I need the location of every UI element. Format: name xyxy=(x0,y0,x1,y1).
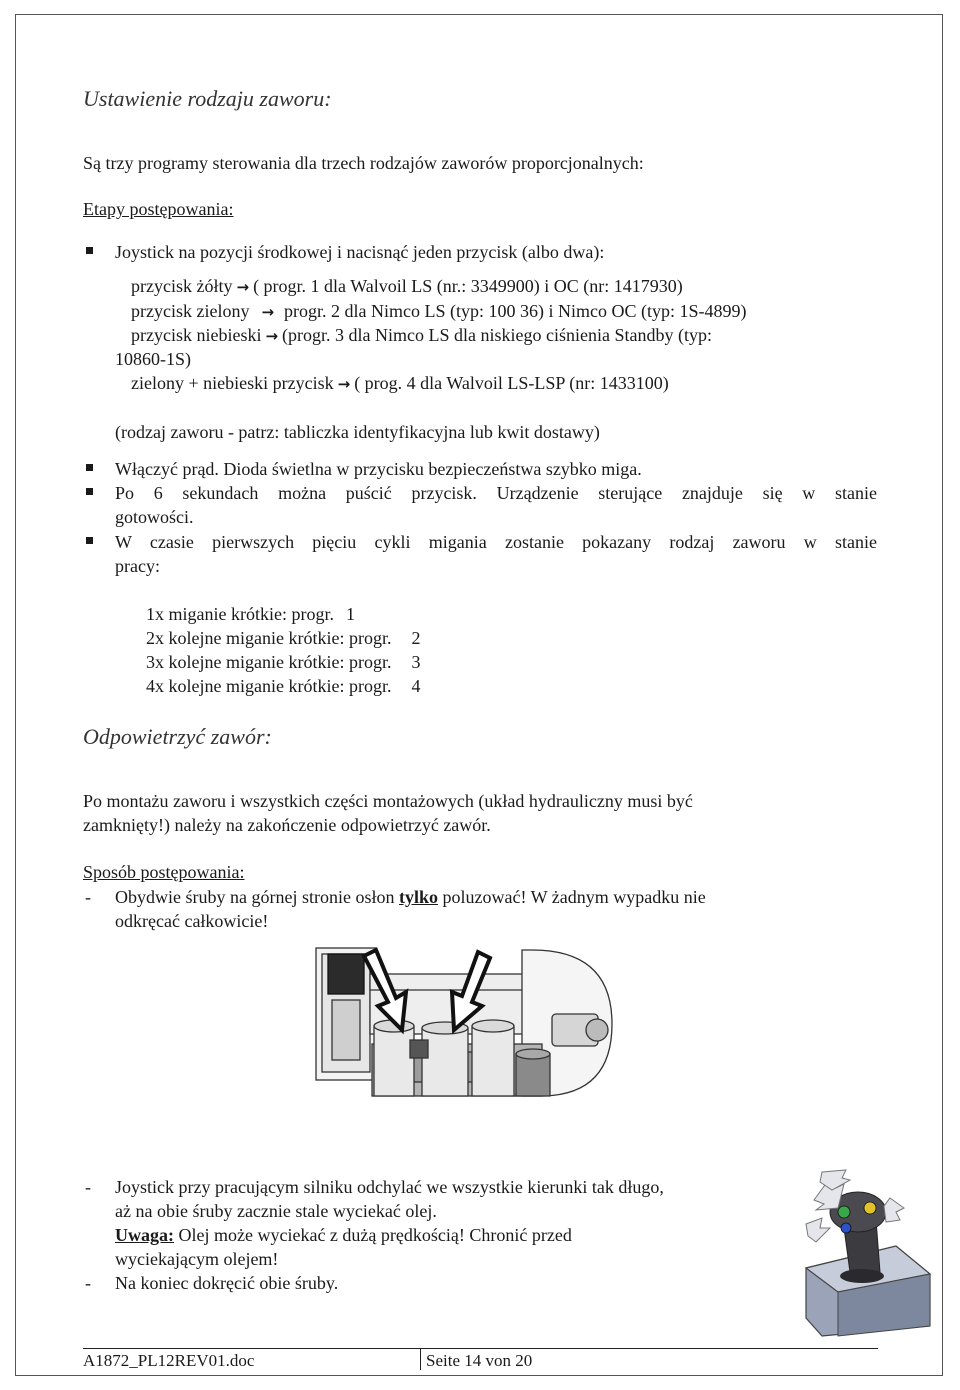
blink-num: 1 xyxy=(345,604,355,624)
steps-title: Etapy postępowania: xyxy=(83,199,234,219)
bullet-text-4-cont: pracy: xyxy=(115,556,160,576)
button-line-blue-cont: 10860-1S) xyxy=(115,349,191,369)
footer-divider xyxy=(420,1348,421,1370)
arrow-right-icon: → xyxy=(261,303,275,321)
program-desc: (progr. 3 dla Nimco LS dla niskiego ciśnienia Standby (typ: xyxy=(282,325,712,345)
bullet-square xyxy=(86,464,93,471)
valve-illustration xyxy=(312,944,628,1102)
joystick-illustration xyxy=(786,1168,936,1338)
bullet-square xyxy=(86,247,93,254)
button-line-yellow xyxy=(131,275,683,298)
section-heading-bleed-valve: Odpowietrzyć zawór: xyxy=(83,724,272,749)
footer-rule xyxy=(83,1348,878,1349)
button-line-green xyxy=(131,300,747,323)
emphasis-only: tylko xyxy=(398,887,438,907)
blink-label: 1x miganie krótkie: progr. xyxy=(146,604,334,624)
bullet-text-4: W czasie pierwszych pięciu cykli migania zostanie pokazany rodzaj zaworu w stanie xyxy=(115,532,877,552)
bullet-text-2: Włączyć prąd. Dioda świetlna w przycisku bezpieczeństwa szybko miga. xyxy=(115,459,642,479)
dash-marker: - xyxy=(85,1273,91,1293)
program-desc: ( prog. 4 dla Walvoil LS-LSP (nr: 1433100) xyxy=(354,373,669,393)
bullet-square xyxy=(86,488,93,495)
para2-line1: Po montażu zaworu i wszystkich części montażowych (układ hydrauliczny musi być xyxy=(83,791,693,811)
warning-line xyxy=(115,1224,572,1246)
blink-label: 4x kolejne miganie krótkie: progr. xyxy=(146,676,392,696)
arrow-right-icon: → xyxy=(265,327,279,345)
blink-line-4 xyxy=(146,675,420,697)
dash-text-3: Na koniec dokręcić obie śruby. xyxy=(115,1273,339,1293)
dash-marker: - xyxy=(85,1177,91,1197)
dash-text-1-cont: odkręcać całkowicie! xyxy=(115,911,269,931)
dash-text-2: Joystick przy pracującym silniku odchylać we wszystkie kierunki tak długo, xyxy=(115,1177,664,1197)
para2-line2: zamknięty!) należy na zakończenie odpowietrzyć zawór. xyxy=(83,815,491,835)
button-line-green-blue xyxy=(131,372,669,395)
dash-marker: - xyxy=(85,887,91,907)
dash-text-1 xyxy=(115,886,706,908)
program-desc: ( progr. 1 dla Walvoil LS (nr.: 3349900) i OC (nr: 1417930) xyxy=(253,276,683,296)
valve-note: (rodzaj zaworu - patrz: tabliczka identyfikacyjna lub kwit dostawy) xyxy=(115,422,600,442)
warning-label: Uwaga: xyxy=(115,1225,174,1245)
text-part: Obydwie śruby na górnej stronie osłon xyxy=(115,887,399,907)
procedure-title: Sposób postępowania: xyxy=(83,862,245,882)
arrow-right-icon: → xyxy=(337,375,351,393)
bullet-text-1: Joystick na pozycji środkowej i nacisnąć jeden przycisk (albo dwa): xyxy=(115,242,605,262)
section-heading-valve-type: Ustawienie rodzaju zaworu: xyxy=(83,86,332,111)
intro-text: Są trzy programy sterowania dla trzech rodzajów zaworów proporcjonalnych: xyxy=(83,153,644,173)
blink-line-3 xyxy=(146,651,420,673)
warning-text: Olej może wyciekać z dużą prędkością! Chronić przed xyxy=(174,1225,572,1245)
button-name: przycisk zielony xyxy=(131,301,250,321)
text-part: poluzować! W żadnym wypadku nie xyxy=(437,887,706,907)
program-desc: progr. 2 dla Nimco LS (typ: 100 36) i Nimco OC (typ: 1S-4899) xyxy=(284,301,747,321)
button-name: zielony + niebieski przycisk xyxy=(131,373,334,393)
footer-filename: A1872_PL12REV01.doc xyxy=(83,1351,255,1370)
button-name: przycisk żółty xyxy=(131,276,233,296)
blink-line-1 xyxy=(146,603,355,625)
bullet-text-3: Po 6 sekundach można puścić przycisk. Urządzenie sterujące znajduje się w stanie xyxy=(115,483,877,503)
button-line-blue xyxy=(131,324,712,347)
warning-line-cont: wyciekającym olejem! xyxy=(115,1249,279,1269)
bullet-square xyxy=(86,537,93,544)
blink-num: 4 xyxy=(411,676,421,696)
footer-page-number: Seite 14 von 20 xyxy=(426,1351,533,1370)
bullet-text-3-cont: gotowości. xyxy=(115,507,194,527)
button-name: przycisk niebieski xyxy=(131,325,262,345)
blink-label: 2x kolejne miganie krótkie: progr. xyxy=(146,628,392,648)
blink-num: 3 xyxy=(411,652,421,672)
blink-num: 2 xyxy=(411,628,421,648)
blink-label: 3x kolejne miganie krótkie: progr. xyxy=(146,652,392,672)
dash-text-2-cont: aż na obie śruby zacznie stale wyciekać olej. xyxy=(115,1201,437,1221)
arrow-right-icon: → xyxy=(236,278,250,296)
blink-line-2 xyxy=(146,627,420,649)
